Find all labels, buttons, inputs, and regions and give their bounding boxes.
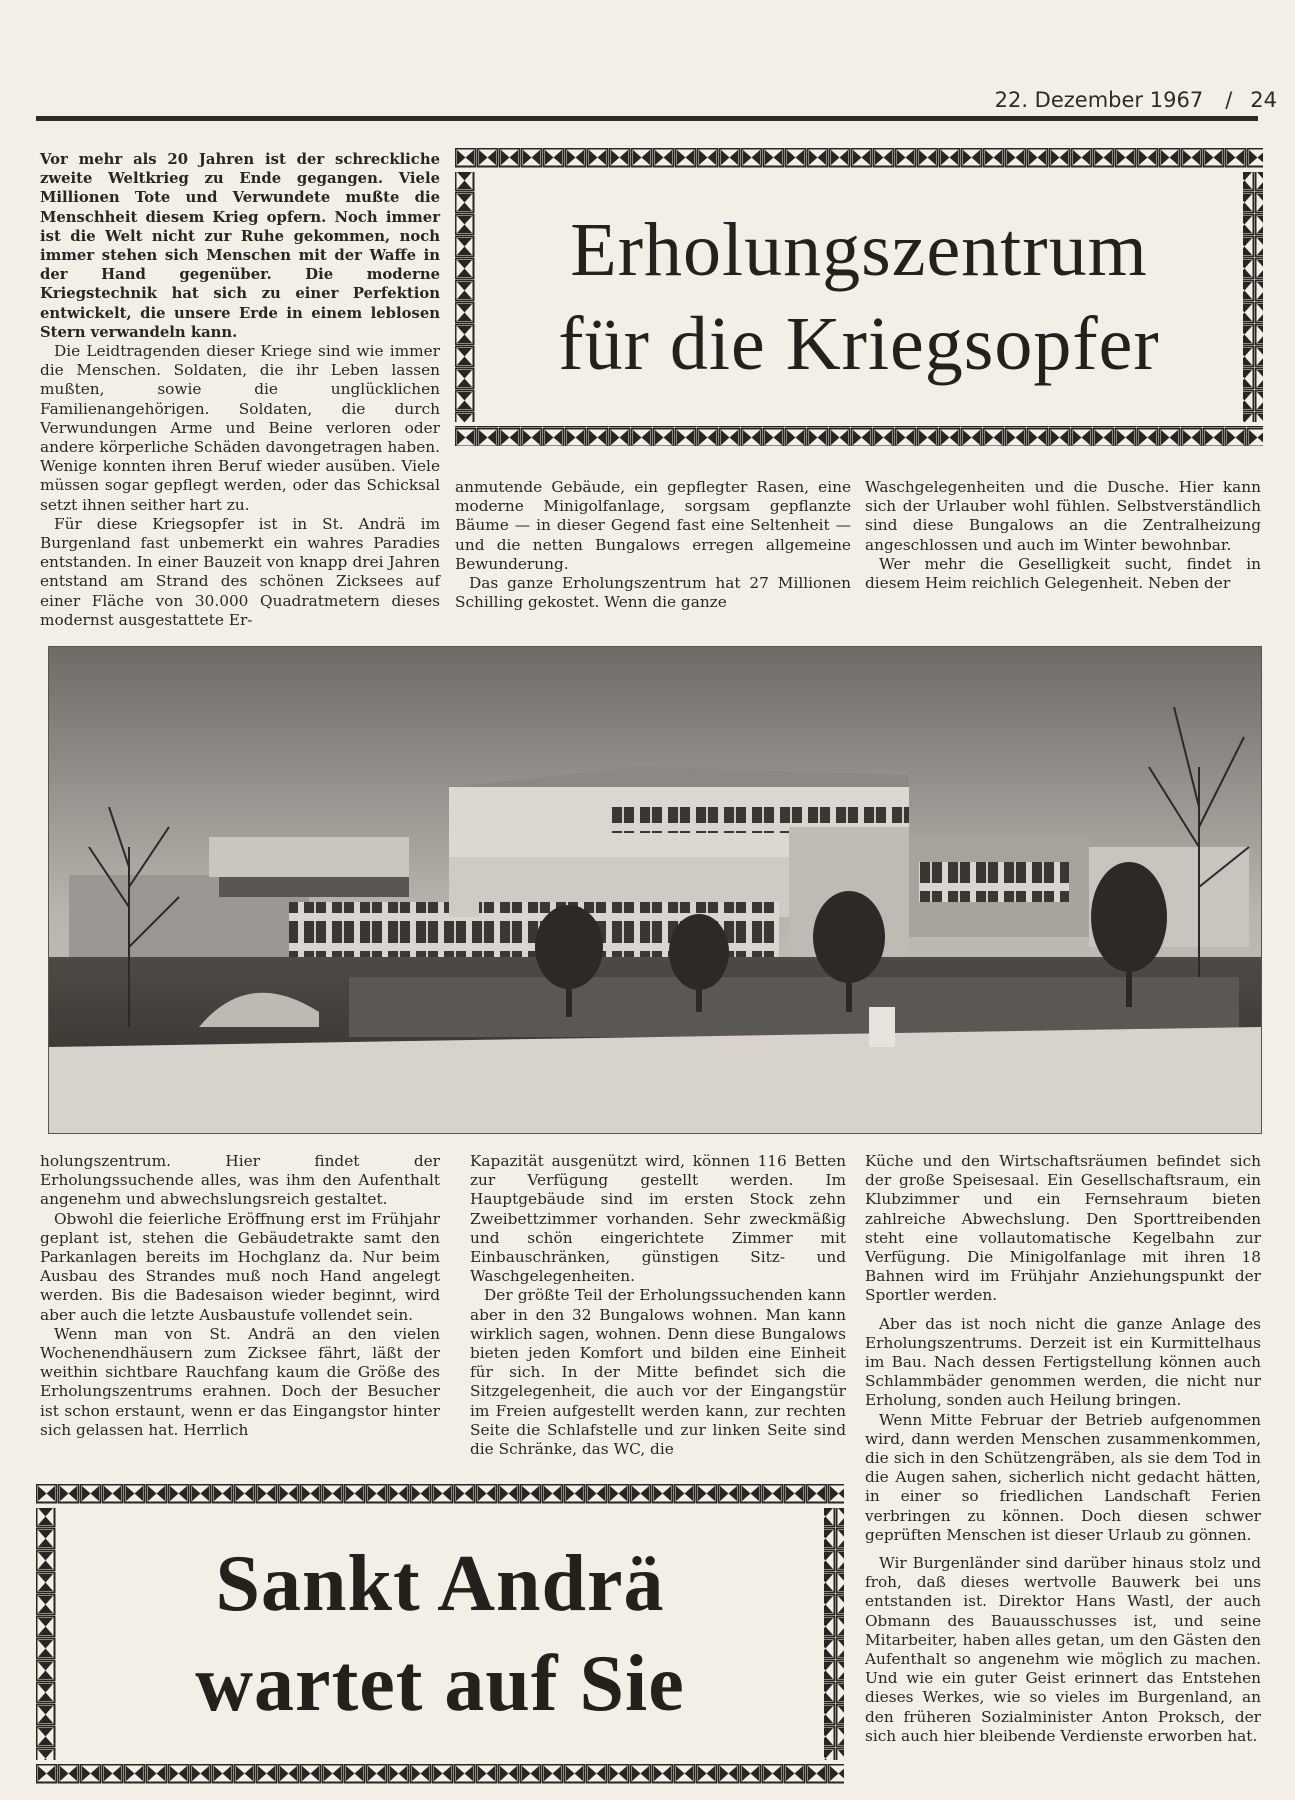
date-separator: /	[1225, 88, 1233, 112]
upper-right-paragraph: Waschgelegenheiten und die Dusche. Hier kann sich der Urlauber wohl fühlen. Selbstverständlich sind diese Bungalows an die Zentralheizung angeschlossen und auch im Winter bewohnbar.	[865, 478, 1261, 554]
lower-right-paragraph: Wir Burgenländer sind darüber hinaus stolz und froh, daß dieses wertvolle Bauwerk bei uns entstanden ist. Direktor Hans Wastl, der auch Obmann des Bauausschusses ist, und seine Mitarbeiter, haben alles getan, um den Gästen den Aufenthalt so angenehm wie möglich zu machen. Und wie ein guter Geist erinnert das Entstehen dieses Werkes, wie so vieles im Burgenland, an den früheren Sozialminister Anton Proksch, der sich auch hier bleibende Verdienste erworben hat.	[865, 1554, 1261, 1745]
intro-lead-paragraph: Vor mehr als 20 Jahren ist der schreckliche zweite Weltkrieg zu Ende gegangen. Viele Millionen Tote und Verwundete mußte die Menschheit diesem Krieg opfern. Noch immer ist die Welt nicht zur Ruhe gekommen, noch immer stehen sich Menschen mit der Waffe in der Hand gegenüber. Die moderne Kriegstechnik hat sich zu einer Perfektion entwickelt, die unsere Erde in einem leblosen Stern verwandeln kann.	[40, 151, 440, 341]
lower-middle-column	[470, 1152, 846, 1459]
issue-date: 22. Dezember 1967	[994, 88, 1204, 112]
intro-paragraph: Für diese Kriegsopfer ist in St. Andrä im Burgenland fast unbemerkt ein wahres Paradies entstanden. In einer Bauzeit von knapp drei Jahren entstand am Strand des schönen Zicksees auf einer Fläche von 30.000 Quadratmetern dieses modernst ausgestattete Er-	[40, 514, 440, 629]
lower-middle-paragraph: Der größte Teil der Erholungssuchenden kann aber in den 32 Bungalows wohnen. Man kann wirklich sagen, wohnen. Denn diese Bungalows bieten jeden Komfort und bilden eine Einheit für sich. In der Mitte befindet sich die Sitzgelegenheit, die auch vor der Eingangstür im Freien aufgestellt werden kann, zur rechten Seite die Schlafstelle und zur linken Seite sind die Schränke, das WC, die	[470, 1286, 846, 1459]
lower-right-column	[865, 1152, 1261, 1792]
lower-right-paragraph: Wenn Mitte Februar der Betrieb aufgenommen wird, dann werden Menschen zusammenkommen, die sich in den Schützengräben, als sie dem Tod in die Augen sahen, sicherlich nicht gedacht hätten, in einer so friedlichen Landschaft Ferien verbringen zu können. Doch diesen schwer geprüften Menschen ist dieser Urlaub zu gönnen.	[865, 1410, 1261, 1544]
lower-right-paragraph: Küche und den Wirtschaftsräumen befindet sich der große Speisesaal. Ein Gesellschaftsraum, ein Klubzimmer und ein Fernsehraum bieten zahlreiche Abwechslung. Den Sporttreibenden steht eine vollautomatische Kegelbahn zur Verfügung. Die Minigolfanlage mit ihren 18 Bahnen wird im Frühjahr Anziehungspunkt der Sportler werden.	[865, 1152, 1261, 1305]
headline-line-2: für die Kriegsopfer	[558, 302, 1160, 386]
lower-left-paragraph: Wenn man von St. Andrä an den vielen Wochenendhäusern zum Zicksee fährt, läßt der weithin sichtbare Rauchfang kaum die Größe des Erholungszentrums erahnen. Doch der Besucher ist schon erstaunt, wenn er das Eingangstor hinter sich gelassen hat. Herrlich	[40, 1324, 440, 1439]
minigolf-course	[349, 977, 1239, 1037]
page-number: 24	[1250, 88, 1277, 112]
banner-line-2: wartet auf Sie	[195, 1640, 685, 1728]
lower-left-paragraph: Obwohl die feierliche Eröffnung erst im Frühjahr geplant ist, stehen die Gebäudetrakte samt den Parkanlagen bereits im Hochglanz da. Nur beim Ausbau des Strandes muß noch Hand angelegt werden. Bis die Badesaison wieder beginnt, wird aber auch die letzte Ausbaustufe vollendet sein.	[40, 1209, 440, 1324]
bollard	[869, 1007, 895, 1047]
banner	[60, 1506, 820, 1762]
upper-middle-paragraph: anmutende Gebäude, ein gepflegter Rasen, eine moderne Minigolfanlage, sorgsam gepflanzte Bäume — in dieser Gegend fast eine Seltenheit — und die netten Bungalows erregen allgemeine Bewunderung.	[455, 478, 851, 573]
upper-middle-column	[455, 478, 851, 628]
banner-frame	[36, 1484, 844, 1784]
lower-middle-paragraph: Kapazität ausgenützt wird, können 116 Betten zur Verfügung gestellt werden. Im Hauptgebäude sind im ersten Stock zehn Zweibettzimmer vorhanden. Sehr zweckmäßig und schön eingerichtete Zimmer mit Einbauschränken, günstigen Sitz- und Waschgelegenheiten.	[470, 1152, 846, 1286]
dateline	[995, 88, 1277, 112]
header-rule	[36, 116, 1258, 121]
lower-left-column	[40, 1152, 440, 1439]
recreation-center-photo	[48, 646, 1262, 1134]
intro-paragraph: Die Leidtragenden dieser Kriege sind wie immer die Menschen. Soldaten, die ihr Leben lassen mußten, sowie die unglücklichen Familienangehörigen. Soldaten, die durch Verwundungen Arme und Beine verloren oder andere körperliche Schäden davongetragen haben. Wenige konnten ihren Beruf wieder ausüben. Viele müssen sogar gepflegt werden, oder das Schicksal setzt ihnen seither hart zu.	[40, 342, 440, 514]
headline-line-1: Erholungszentrum	[570, 208, 1148, 292]
upper-right-paragraph: Wer mehr die Geselligkeit sucht, findet in diesem Heim reichlich Gelegenheit. Neben der	[865, 554, 1261, 593]
upper-right-column	[865, 478, 1261, 628]
intro-column	[40, 150, 440, 629]
upper-middle-paragraph: Das ganze Erholungszentrum hat 27 Millionen Schilling gekostet. Wenn die ganze	[455, 574, 851, 612]
headline	[479, 170, 1239, 424]
banner-line-1: Sankt Andrä	[215, 1540, 665, 1628]
lower-left-paragraph: holungszentrum. Hier findet der Erholungssuchende alles, was ihm den Aufenthalt angenehm und abwechslungsreich gestaltet.	[40, 1152, 440, 1209]
lower-right-paragraph: Aber das ist noch nicht die ganze Anlage des Erholungszentrums. Derzeit ist ein Kurmittelhaus im Bau. Nach dessen Fertigstellung können auch Schlammbäder genommen werden, die nicht nur Erholung, sonden auch Heilung bringen.	[865, 1314, 1261, 1410]
headline-frame	[455, 148, 1263, 448]
